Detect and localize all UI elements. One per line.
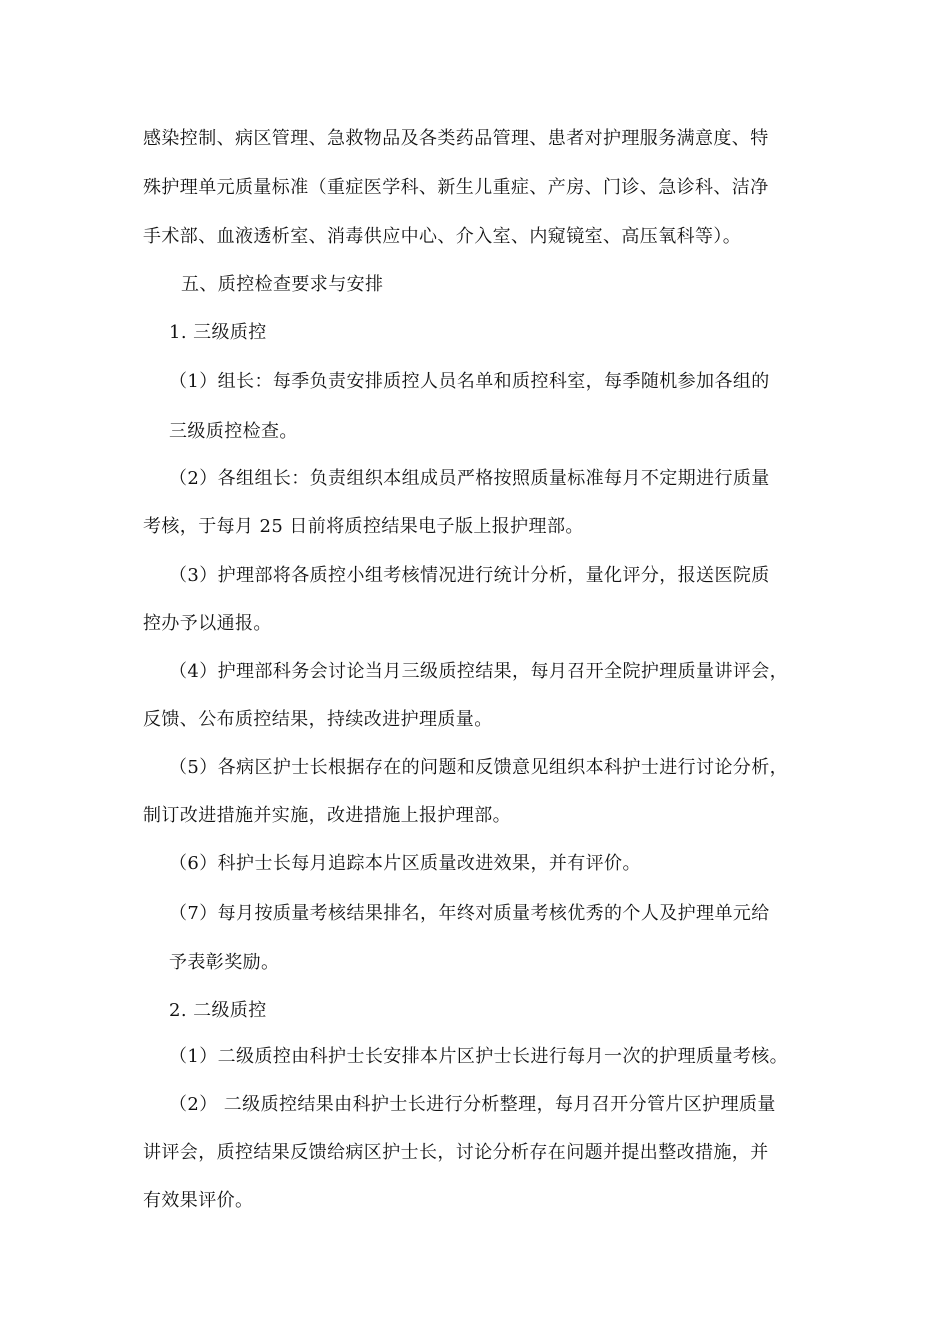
list-item-continuation: 有效果评价。 xyxy=(143,1190,254,1211)
section-heading: 五、质控检查要求与安排 xyxy=(181,274,384,295)
list-item: （1）组长：每季负责安排质控人员名单和质控科室，每季随机参加各组的 xyxy=(169,371,770,392)
body-text-line: 感染控制、病区管理、急救物品及各类药品管理、患者对护理服务满意度、特 xyxy=(143,128,769,149)
list-item-continuation: 三级质控检查。 xyxy=(169,421,298,442)
list-item: （6）科护士长每月追踪本片区质量改进效果，并有评价。 xyxy=(169,853,641,874)
list-item-continuation: 反馈、公布质控结果，持续改进护理质量。 xyxy=(143,709,493,730)
list-item: （2） 二级质控结果由科护士长进行分析整理，每月召开分管片区护理质量 xyxy=(169,1094,776,1115)
list-item: （7）每月按质量考核结果排名，年终对质量考核优秀的个人及护理单元给 xyxy=(169,903,770,924)
list-item: （2）各组组长：负责组织本组成员严格按照质量标准每月不定期进行质量 xyxy=(169,468,770,489)
list-item: （3）护理部将各质控小组考核情况进行统计分析，量化评分，报送医院质 xyxy=(169,565,770,586)
list-item-continuation: 制订改进措施并实施，改进措施上报护理部。 xyxy=(143,805,511,826)
list-item-continuation: 控办予以通报。 xyxy=(143,613,272,634)
list-item: （4）护理部科务会讨论当月三级质控结果，每月召开全院护理质量讲评会， xyxy=(169,661,789,682)
body-text-line: 手术部、血液透析室、消毒供应中心、介入室、内窥镜室、高压氧科等）。 xyxy=(143,226,742,247)
list-item-continuation: 考核，于每月 25 日前将质控结果电子版上报护理部。 xyxy=(143,516,584,537)
subsection-heading: 1. 三级质控 xyxy=(169,322,267,343)
list-item-continuation: 予表彰奖励。 xyxy=(169,952,280,973)
list-item: （5）各病区护士长根据存在的问题和反馈意见组织本科护士进行讨论分析， xyxy=(169,757,789,778)
list-item: （1）二级质控由科护士长安排本片区护士长进行每月一次的护理质量考核。 xyxy=(169,1046,789,1067)
subsection-heading: 2. 二级质控 xyxy=(169,1000,267,1021)
body-text-line: 殊护理单元质量标准（重症医学科、新生儿重症、产房、门诊、急诊科、洁净 xyxy=(143,177,769,198)
list-item-continuation: 讲评会，质控结果反馈给病区护士长，讨论分析存在问题并提出整改措施，并 xyxy=(143,1142,769,1163)
